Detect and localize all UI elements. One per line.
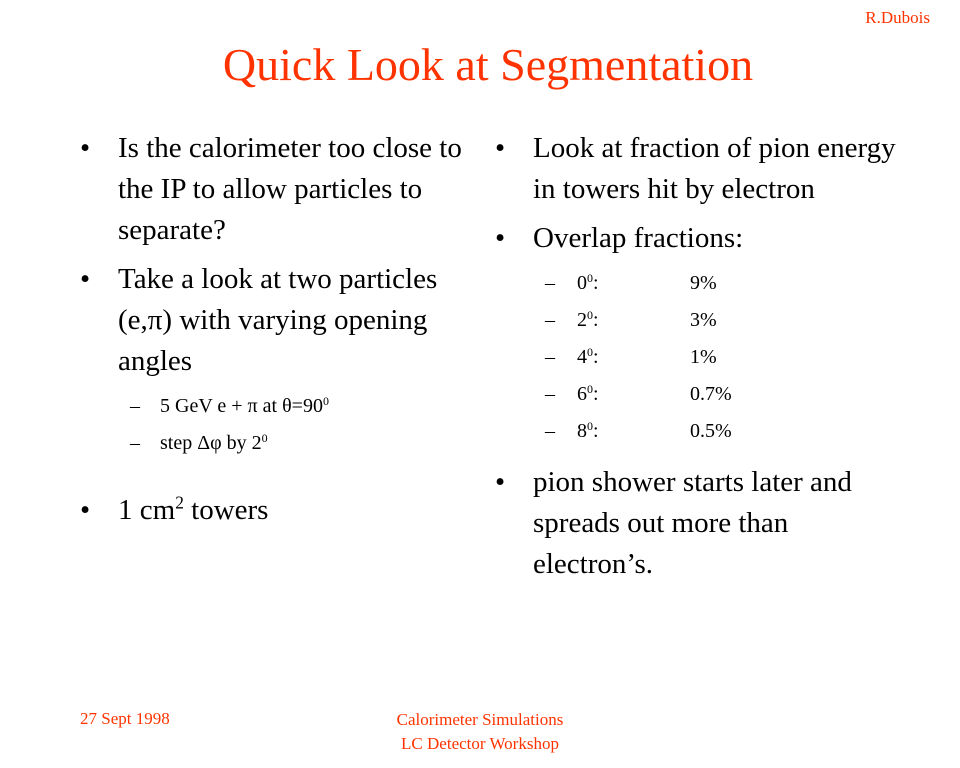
sub-bullet-text: 5 GeV e + π at θ=90 — [160, 395, 323, 417]
degree-superscript: 0 — [261, 430, 268, 445]
footer-event — [330, 708, 630, 756]
bullet-icon: • — [495, 222, 506, 254]
bullet-pion-fraction — [495, 128, 915, 210]
sub-list-particles — [80, 388, 480, 462]
bullet-text: pion shower starts later and spreads out more than electron’s. — [533, 466, 852, 580]
degree-superscript: 0 — [587, 307, 593, 322]
dash-icon: – — [130, 395, 140, 417]
bullet-text: Take a look at two particles (e,π) with varying opening angles — [118, 263, 438, 377]
fraction-value: 9% — [690, 272, 717, 294]
bullet-text-suffix: towers — [183, 494, 269, 526]
bullet-icon: • — [80, 132, 91, 164]
footer-line-2: LC Detector Workshop — [401, 734, 559, 753]
fraction-row: – $2^0$: 3% — [495, 302, 915, 339]
fraction-angle: 0 — [577, 272, 587, 294]
bullet-overlap-fractions — [495, 218, 915, 259]
footer-line-1: Calorimeter Simulations — [396, 710, 564, 729]
fraction-row: – $4^0$: 1% — [495, 339, 915, 376]
fraction-value: 0.7% — [690, 383, 732, 405]
overlap-fraction-list — [495, 265, 915, 450]
sub-bullet-energy — [80, 388, 480, 425]
slide-title: Quick Look at Segmentation — [222, 39, 754, 90]
bullet-icon: • — [80, 263, 91, 295]
right-column — [495, 128, 915, 585]
bullet-text: Overlap fractions: — [533, 222, 744, 254]
bullet-calorimeter-question — [80, 128, 480, 251]
fraction-angle: 4 — [577, 346, 587, 368]
squared-superscript: 2 — [175, 492, 184, 513]
dash-icon: – — [545, 383, 555, 405]
degree-superscript: 0 — [587, 344, 593, 359]
sub-bullet-step — [80, 425, 480, 462]
fraction-row: – $0^0$: 9% — [495, 265, 915, 302]
bullet-two-particles — [80, 259, 480, 382]
dash-icon: – — [545, 346, 555, 368]
dash-icon: – — [130, 432, 140, 454]
dash-icon: – — [545, 309, 555, 331]
fraction-angle: 8 — [577, 420, 587, 442]
dash-icon: – — [545, 420, 555, 442]
fraction-row: – $6^0$: 0.7% — [495, 376, 915, 413]
bullet-text: Look at fraction of pion energy in towers hit by electron — [533, 132, 896, 205]
fraction-row: – $8^0$: 0.5% — [495, 413, 915, 450]
footer-date: 27 Sept 1998 — [80, 709, 170, 728]
bullet-text: Is the calorimeter too close to the IP to allow particles to separate? — [118, 132, 462, 246]
sub-bullet-text: step Δφ by 2 — [160, 432, 262, 454]
author-label: R.Dubois — [865, 8, 930, 27]
degree-superscript: 0 — [322, 393, 329, 408]
bullet-icon: • — [495, 466, 506, 498]
left-column — [80, 128, 480, 531]
degree-superscript: 0 — [587, 418, 593, 433]
fraction-value: 0.5% — [690, 420, 732, 442]
bullet-towers — [80, 490, 480, 531]
fraction-value: 3% — [690, 309, 717, 331]
bullet-text: 1 cm — [118, 494, 176, 526]
bullet-icon: • — [495, 132, 506, 164]
bullet-icon: • — [80, 494, 91, 526]
dash-icon: – — [545, 272, 555, 294]
degree-superscript: 0 — [587, 270, 593, 285]
fraction-angle: 2 — [577, 309, 587, 331]
degree-superscript: 0 — [587, 381, 593, 396]
fraction-angle: 6 — [577, 383, 587, 405]
bullet-pion-shower — [495, 462, 915, 585]
fraction-value: 1% — [690, 346, 717, 368]
